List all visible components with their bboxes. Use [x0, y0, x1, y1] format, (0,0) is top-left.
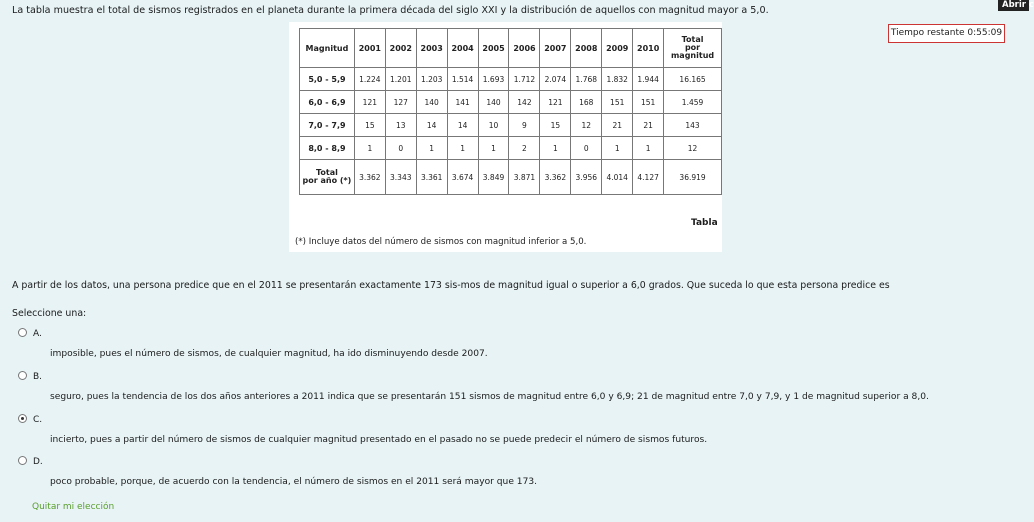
table-cell: 14 — [416, 114, 447, 137]
radio-d[interactable] — [18, 456, 27, 465]
table-footnote: (*) Incluye datos del número de sismos con magnitud inferior a 5,0. — [295, 237, 587, 247]
table-cell: 3.362 — [540, 160, 571, 195]
table-cell: 0 — [385, 137, 416, 160]
table-cell: 142 — [509, 91, 540, 114]
table-cell: 3.362 — [354, 160, 385, 195]
table-header-cell: 2003 — [416, 29, 447, 68]
table-header-cell: 2001 — [354, 29, 385, 68]
table-cell: 1 — [633, 137, 664, 160]
table-header-cell: 2004 — [447, 29, 478, 68]
total-header-line: por — [684, 43, 701, 52]
table-cell: 9 — [509, 114, 540, 137]
data-table — [299, 28, 722, 195]
row-label: 5,0 - 5,9 — [300, 68, 355, 91]
table-cell: 12 — [571, 114, 602, 137]
table-header-cell: 2009 — [602, 29, 633, 68]
table-header-cell: 2008 — [571, 29, 602, 68]
table-header-total — [664, 29, 722, 68]
table-header-cell: 2005 — [478, 29, 509, 68]
table-cell: 1 — [602, 137, 633, 160]
table-cell: 15 — [354, 114, 385, 137]
table-cell: 13 — [385, 114, 416, 137]
table-row — [300, 114, 722, 137]
table-cell: 21 — [602, 114, 633, 137]
table-cell: 3.343 — [385, 160, 416, 195]
row-total: 12 — [664, 137, 722, 160]
table-cell: 1.693 — [478, 68, 509, 91]
table-header-cell: 2007 — [540, 29, 571, 68]
table-row — [300, 137, 722, 160]
option-letter: B. — [33, 372, 43, 382]
row-label: 7,0 - 7,9 — [300, 114, 355, 137]
total-row-label — [300, 160, 355, 195]
table-cell: 1.944 — [633, 68, 664, 91]
table-caption: Tabla — [691, 218, 718, 228]
total-row — [300, 160, 722, 195]
table-cell: 140 — [478, 91, 509, 114]
total-row-label-line: Total — [316, 168, 338, 177]
row-total: 1.459 — [664, 91, 722, 114]
intro-text: La tabla muestra el total de sismos registrados en el planeta durante la primera década del siglo XXI y la distribución de aquellos con magnitud mayor a 5,0. — [12, 5, 769, 16]
table-cell: 1.203 — [416, 68, 447, 91]
table-cell: 151 — [633, 91, 664, 114]
table-cell: 151 — [602, 91, 633, 114]
table-cell: 3.871 — [509, 160, 540, 195]
open-button[interactable]: Abrir c — [998, 0, 1029, 11]
row-label: 8,0 - 8,9 — [300, 137, 355, 160]
option-d[interactable] — [18, 457, 43, 467]
table-cell: 3.361 — [416, 160, 447, 195]
table-row — [300, 68, 722, 91]
option-letter: C. — [33, 415, 43, 425]
radio-a[interactable] — [18, 328, 27, 337]
total-header-line: Total — [681, 35, 704, 44]
option-letter: A. — [33, 329, 42, 339]
table-cell: 10 — [478, 114, 509, 137]
table-cell: 3.674 — [447, 160, 478, 195]
table-cell: 3.849 — [478, 160, 509, 195]
table-cell: 121 — [540, 91, 571, 114]
table-cell: 1.768 — [571, 68, 602, 91]
radio-c[interactable] — [18, 414, 27, 423]
table-cell: 127 — [385, 91, 416, 114]
table-cell: 1.514 — [447, 68, 478, 91]
option-c[interactable] — [18, 415, 42, 425]
total-header-line: magnitud — [670, 51, 715, 60]
table-header-cell: Magnitud — [300, 29, 355, 68]
table-cell: 3.956 — [571, 160, 602, 195]
table-header-row — [300, 29, 722, 68]
timer: Tiempo restante 0:55:09 — [888, 24, 1005, 43]
table-cell: 1.224 — [354, 68, 385, 91]
table-cell: 140 — [416, 91, 447, 114]
option-b[interactable] — [18, 372, 42, 382]
option-a[interactable] — [18, 329, 42, 339]
table-cell: 1 — [416, 137, 447, 160]
row-total: 16.165 — [664, 68, 722, 91]
option-b-text[interactable]: seguro, pues la tendencia de los dos años anteriores a 2011 indica que se presentarán 151 sismos de magnitud entre 6,0 y 6,9; 21 de magnitud entre 7,0 y 7,9, y 1 de magnitud superior a 8,0. — [50, 392, 929, 402]
option-a-text[interactable]: imposible, pues el número de sismos, de cualquier magnitud, ha ido disminuyendo desde 2007. — [50, 349, 488, 359]
table-cell: 0 — [571, 137, 602, 160]
table-cell: 2 — [509, 137, 540, 160]
table-cell: 1.832 — [602, 68, 633, 91]
row-total: 143 — [664, 114, 722, 137]
table-cell: 4.127 — [633, 160, 664, 195]
option-c-text[interactable]: incierto, pues a partir del número de sismos de cualquier magnitud presentado en el pasado no se puede predecir el número de sismos futuros. — [50, 435, 708, 445]
table-cell: 1 — [540, 137, 571, 160]
table-cell: 15 — [540, 114, 571, 137]
table-cell: 1 — [354, 137, 385, 160]
table-header-cell: 2010 — [633, 29, 664, 68]
grand-total: 36.919 — [664, 160, 722, 195]
table-cell: 1.712 — [509, 68, 540, 91]
table-cell: 4.014 — [602, 160, 633, 195]
table-cell: 14 — [447, 114, 478, 137]
row-label: 6,0 - 6,9 — [300, 91, 355, 114]
table-row — [300, 91, 722, 114]
table-cell: 141 — [447, 91, 478, 114]
radio-b[interactable] — [18, 371, 27, 380]
table-cell: 1 — [478, 137, 509, 160]
table-header-cell: 2002 — [385, 29, 416, 68]
table-cell: 1 — [447, 137, 478, 160]
table-figure — [289, 22, 722, 252]
table-cell: 121 — [354, 91, 385, 114]
clear-choice-link[interactable]: Quitar mi elección — [32, 502, 115, 512]
question-text: A partir de los datos, una persona predice que en el 2011 se presentarán exactamente 173 sis-mos de magnitud igual o superior a 6,0 grados. Que suceda lo que esta persona predice es — [12, 280, 890, 291]
table-cell: 2.074 — [540, 68, 571, 91]
option-d-text[interactable]: poco probable, porque, de acuerdo con la tendencia, el número de sismos en el 2011 será mayor que 173. — [50, 477, 538, 487]
select-label: Seleccione una: — [12, 308, 87, 319]
table-cell: 1.201 — [385, 68, 416, 91]
table-cell: 168 — [571, 91, 602, 114]
option-letter: D. — [33, 457, 43, 467]
table-cell: 21 — [633, 114, 664, 137]
total-row-label-line: por año (*) — [302, 176, 352, 185]
table-header-cell: 2006 — [509, 29, 540, 68]
